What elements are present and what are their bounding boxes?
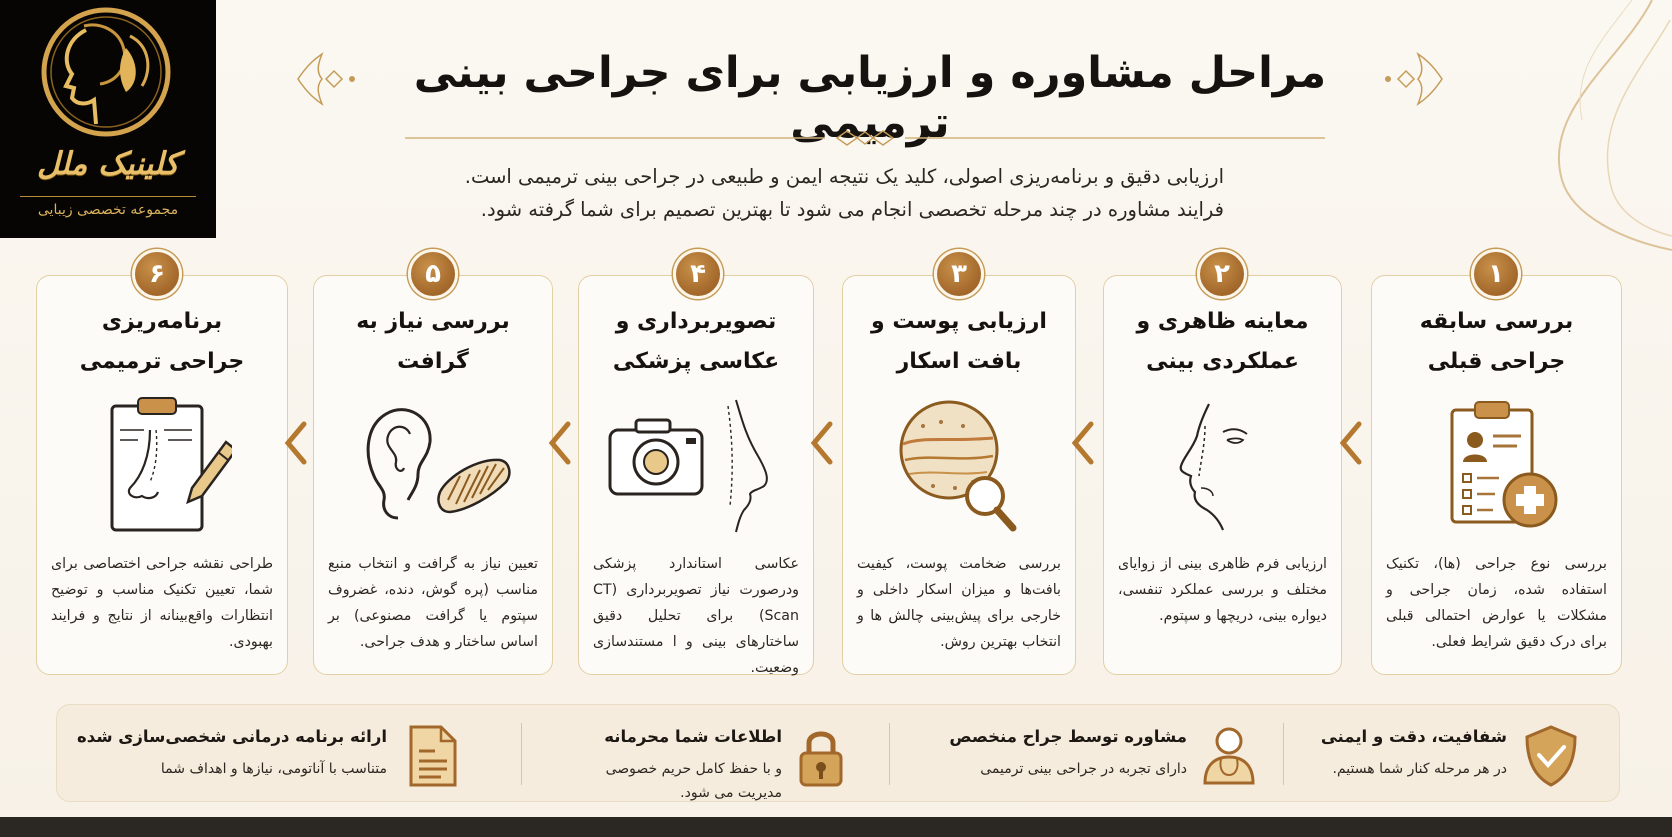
bottom-bar [0,817,1672,837]
clipboard-medical-icon [1427,396,1567,536]
step-description: ارزیابی فرم ظاهری بینی از زوایای مختلف و بررسی عملکرد تنفسی، دیواره بینی، دریچها و سپتوم. [1118,556,1327,624]
features-bar [56,704,1620,802]
surgical-plan-icon [92,396,232,536]
step-number-badge: ۳ [934,249,984,299]
title-ornament-left-icon [278,44,358,114]
clinic-logo [0,0,216,238]
chevron-left-icon [1069,420,1097,466]
step-number-badge: ۲ [1197,249,1247,299]
step-description: طراحی نقشه جراحی اختصاصی برای شما، تعیین تکنیک مناسب و توضیح انتظارات واقع‌بینانه از نتایج و فرایند بهبودی. [51,556,273,650]
step-number-badge: ۶ [132,249,182,299]
chevron-left-icon [546,420,574,466]
step-title: تصویربرداری و عکاسی پزشکی [612,309,780,374]
step-card-5 [313,275,553,675]
skin-magnifier-icon [889,396,1029,536]
intro-text [400,160,1224,226]
step-description: تعیین نیاز به گرافت و انتخاب منبع مناسب (پره گوش، دنده، غضروف سپتوم یا گرافت مصنوعی) بر اساس ساختار و هدف جراحی. [328,556,538,650]
step-number-badge: ۴ [673,249,723,299]
step-card-3 [842,275,1076,675]
step-title: ارزیابی پوست و بافت اسکار [871,309,1047,374]
step-title: بررسی سابقه جراحی قبلی [1419,309,1574,374]
step-title: معاینه ظاهری و عملکردی بینی [1136,309,1309,374]
chevron-left-icon [282,420,310,466]
step-title: بررسی نیاز به گرافت [356,309,510,374]
step-card-1 [1371,275,1622,675]
face-profile-icon [1153,396,1293,536]
chevron-left-icon [1337,420,1365,466]
feature-personalized-plan: ارائه برنامه درمانی شخصی‌سازی شده متناسب با آناتومی، نیازها و اهداف شما [77,727,387,777]
step-description: بررسی ضخامت پوست، کیفیت بافت‌ها و میزان اسکار داخلی و خارجی برای پیش‌بینی چالش ها و انتخاب بهترین روش. [857,556,1061,650]
page-title: مراحل مشاوره و ارزیابی برای جراحی بینی ترمیمی [413,48,1327,148]
shield-check-icon [1523,725,1579,787]
step-description: بررسی نوع جراحی (ها)، تکنیک استفاده شده، زمان جراحی و مشکلات یا عوارض احتمالی قبلی برای درک دقیق شرایط فعلی. [1386,556,1607,650]
feature-safety: شفافیت، دقت و ایمنی در هر مرحله کنار شما هستیم. [1320,727,1507,777]
title-divider [405,130,1325,146]
logo-name: کلینیک ملل [37,146,179,182]
step-number-badge: ۱ [1471,249,1521,299]
camera-nose-icon [606,396,786,536]
chevron-left-icon [808,420,836,466]
feature-expert-surgeon: مشاوره توسط جراح منخصص دارای تجربه در جراحی بینی ترمیمی [949,727,1187,777]
corner-swirl-decoration [1502,0,1672,260]
feature-divider [1283,723,1284,785]
logo-tagline: مجموعه تخصصی زیبایی [37,202,179,218]
step-title: برنامه‌ریزی جراحی ترمیمی [79,309,245,374]
feature-confidential: اطلاعات شما محرمانه و با حفظ کامل حریم خصوصی مدیریت می شود. [604,727,782,801]
ear-graft-icon [348,396,518,536]
document-icon [405,725,459,789]
step-card-6 [36,275,288,675]
logo-divider [20,196,196,197]
step-number-badge: ۵ [408,249,458,299]
feature-divider [889,723,890,785]
step-card-2 [1103,275,1342,675]
step-description: عکاسی استاندارد پزشکی ودرصورت نیاز تصویربرداری (CT Scan) برای تحلیل دقیق ساختارهای بینی و ا مستندسازی وضعیت. [593,556,799,676]
lock-icon [795,725,847,789]
doctor-icon [1201,725,1257,785]
intro-line-2: فرایند مشاوره در چند مرحله تخصصی انجام می شود تا بهترین تصمیم برای شما گرفته شود. [480,198,1224,221]
title-ornament-right-icon [1382,44,1462,114]
feature-divider [521,723,522,785]
step-card-4 [578,275,814,675]
intro-line-1: ارزیابی دقیق و برنامه‌ریزی اصولی، کلید یک نتیجه ایمن و طبیعی در جراحی بینی ترمیمی است. [464,165,1224,188]
